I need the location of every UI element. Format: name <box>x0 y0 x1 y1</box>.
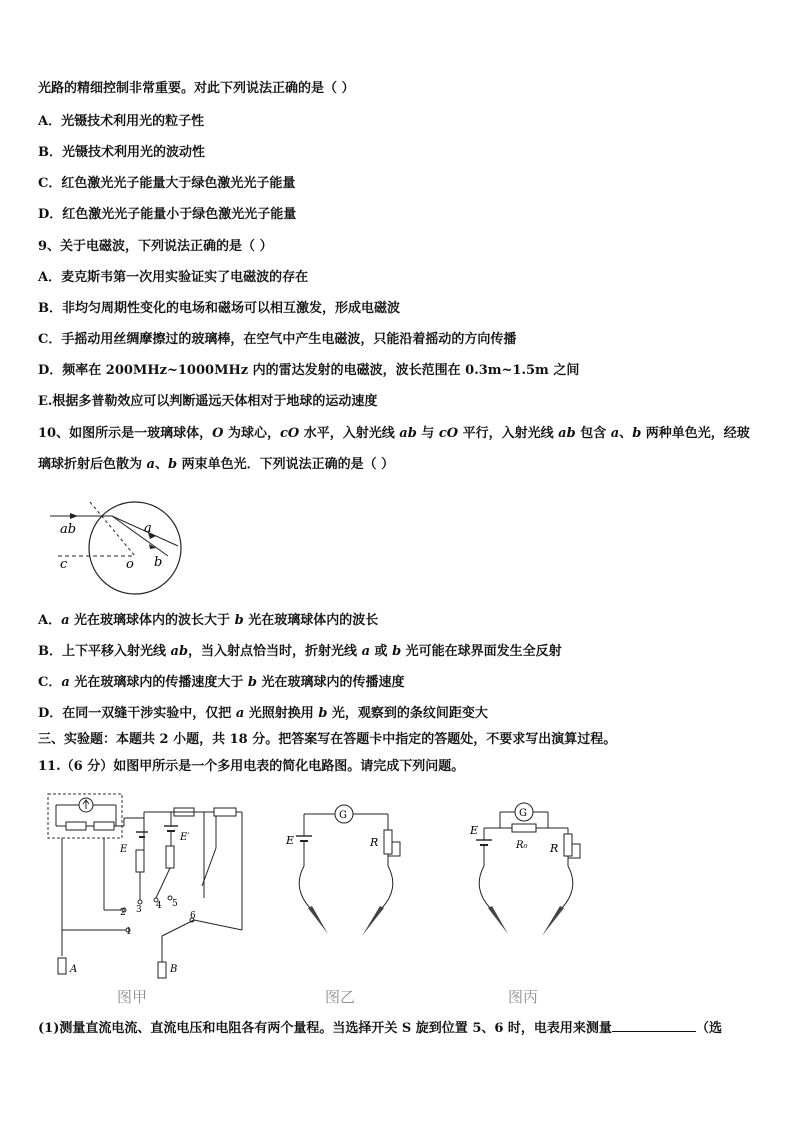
q9-stem: 9、关于电磁波，下列说法正确的是（ ） <box>38 239 273 254</box>
glass-sphere-figure <box>50 500 200 600</box>
q10-stem-line2: 璃球折射后色散为 a、b 两束单色光．下列说法正确的是（ ） <box>38 457 395 472</box>
resistor-R0 <box>512 824 536 832</box>
svg-text:R: R <box>550 842 559 855</box>
q8-option-c: C．红色激光光子能量大于绿色激光光子能量 <box>38 176 296 191</box>
q10-option-d: D．在同一双缝干涉实验中，仅把 a 光照射换用 b 光，观察到的条纹间距变大 <box>38 706 488 721</box>
q9-option-d: D．频率在 200MHz~1000MHz 内的雷达发射的电磁波，波长范围在 0.3m~1.5m 之间 <box>38 363 580 378</box>
q11-stem: 11.（6 分）如图甲所示是一个多用电表的简化电路图。请完成下列问题。 <box>38 759 465 774</box>
q8-option-a: A．光镊技术利用光的粒子性 <box>38 114 205 129</box>
q9-option-a: A．麦克斯韦第一次用实验证实了电磁波的存在 <box>38 270 309 285</box>
q10-option-b: B．上下平移入射光线 ab，当入射点恰当时，折射光线 a 或 b 光可能在球界面发生全反射 <box>38 644 562 659</box>
svg-text:R: R <box>370 836 379 849</box>
svg-text:4: 4 <box>156 901 162 911</box>
rheostat-R <box>384 830 392 854</box>
caption-jia: 图甲 <box>117 988 148 1006</box>
q9-option-b: B．非均匀周期性变化的电场和磁场可以相互激发，形成电磁波 <box>38 301 400 316</box>
q9-option-c: C．手摇动用丝绸摩擦过的玻璃棒，在空气中产生电磁波，只能沿着摇动的方向传播 <box>38 332 517 347</box>
svg-text:6: 6 <box>190 911 196 921</box>
svg-text:2: 2 <box>120 908 126 918</box>
probe-A <box>58 958 66 974</box>
svg-text:R₀: R₀ <box>516 840 528 851</box>
q8-option-b: B．光镊技术利用光的波动性 <box>38 145 205 160</box>
svg-text:G: G <box>519 808 527 819</box>
q10-option-a: A．a 光在玻璃球体内的波长大于 b 光在玻璃球体内的波长 <box>38 613 379 628</box>
figure-bing-circuit <box>462 796 602 946</box>
caption-bing: 图丙 <box>508 988 539 1006</box>
svg-text:B: B <box>170 964 178 975</box>
label-a: a <box>144 521 152 536</box>
svg-text:1: 1 <box>126 927 132 937</box>
shunt-resistor-1 <box>66 822 86 830</box>
svg-text:E: E <box>286 834 295 847</box>
q8-stem-end: 光路的精细控制非常重要。对此下列说法正确的是（ ） <box>38 81 355 96</box>
q10-option-c: C．a 光在玻璃球内的传播速度大于 b 光在玻璃球内的传播速度 <box>38 675 405 690</box>
svg-text:G: G <box>339 810 347 821</box>
normal-line <box>90 502 135 556</box>
probe-B <box>158 962 166 978</box>
probe-left <box>488 906 508 934</box>
q10-stem-line1: 10、如图所示是一玻璃球体，O 为球心，cO 水平，入射光线 ab 与 cO 平行，入射光线 ab 包含 a、b 两种单色光，经玻 <box>38 426 750 441</box>
rheostat-R <box>564 834 572 856</box>
label-o: o <box>126 557 134 572</box>
svg-text:5: 5 <box>172 899 178 909</box>
probe-right <box>542 906 564 936</box>
label-E: E <box>120 844 128 855</box>
caption-yi: 图乙 <box>325 988 356 1006</box>
svg-text:A: A <box>70 964 78 975</box>
label-E2: E′ <box>180 832 190 843</box>
selector-switch-S <box>162 920 194 936</box>
svg-text:E: E <box>470 824 479 837</box>
q11-sub1: (1)测量直流电流、直流电压和电阻各有两个量程。当选择开关 S 旋到位置 5、6 时，电表用来测量 （选 <box>38 1021 722 1036</box>
refracted-ray-b <box>112 516 168 556</box>
multiplier-resistor-2 <box>214 808 236 816</box>
figure-jia-circuit <box>44 790 254 990</box>
label-c: c <box>60 557 68 572</box>
section3-heading: 三、实验题：本题共 2 小题，共 18 分。把答案写在答题卡中指定的答题处，不要求写出演算过程。 <box>38 732 617 747</box>
probe-left <box>308 906 328 934</box>
shunt-resistor-2 <box>94 822 114 830</box>
label-ab: ab <box>60 522 77 537</box>
q9-option-e: E.根据多普勒效应可以判断遥远天体相对于地球的运动速度 <box>38 394 378 409</box>
variable-resistor-1 <box>136 850 144 872</box>
probe-right <box>362 906 384 936</box>
variable-resistor-2 <box>166 846 174 868</box>
figure-yi-circuit <box>282 796 412 946</box>
incident-arrow-icon <box>70 513 78 519</box>
answer-blank[interactable] <box>612 1019 696 1032</box>
q8-option-d: D．红色激光光子能量小于绿色激光光子能量 <box>38 207 297 222</box>
svg-text:3: 3 <box>136 905 142 915</box>
label-b: b <box>154 555 163 570</box>
